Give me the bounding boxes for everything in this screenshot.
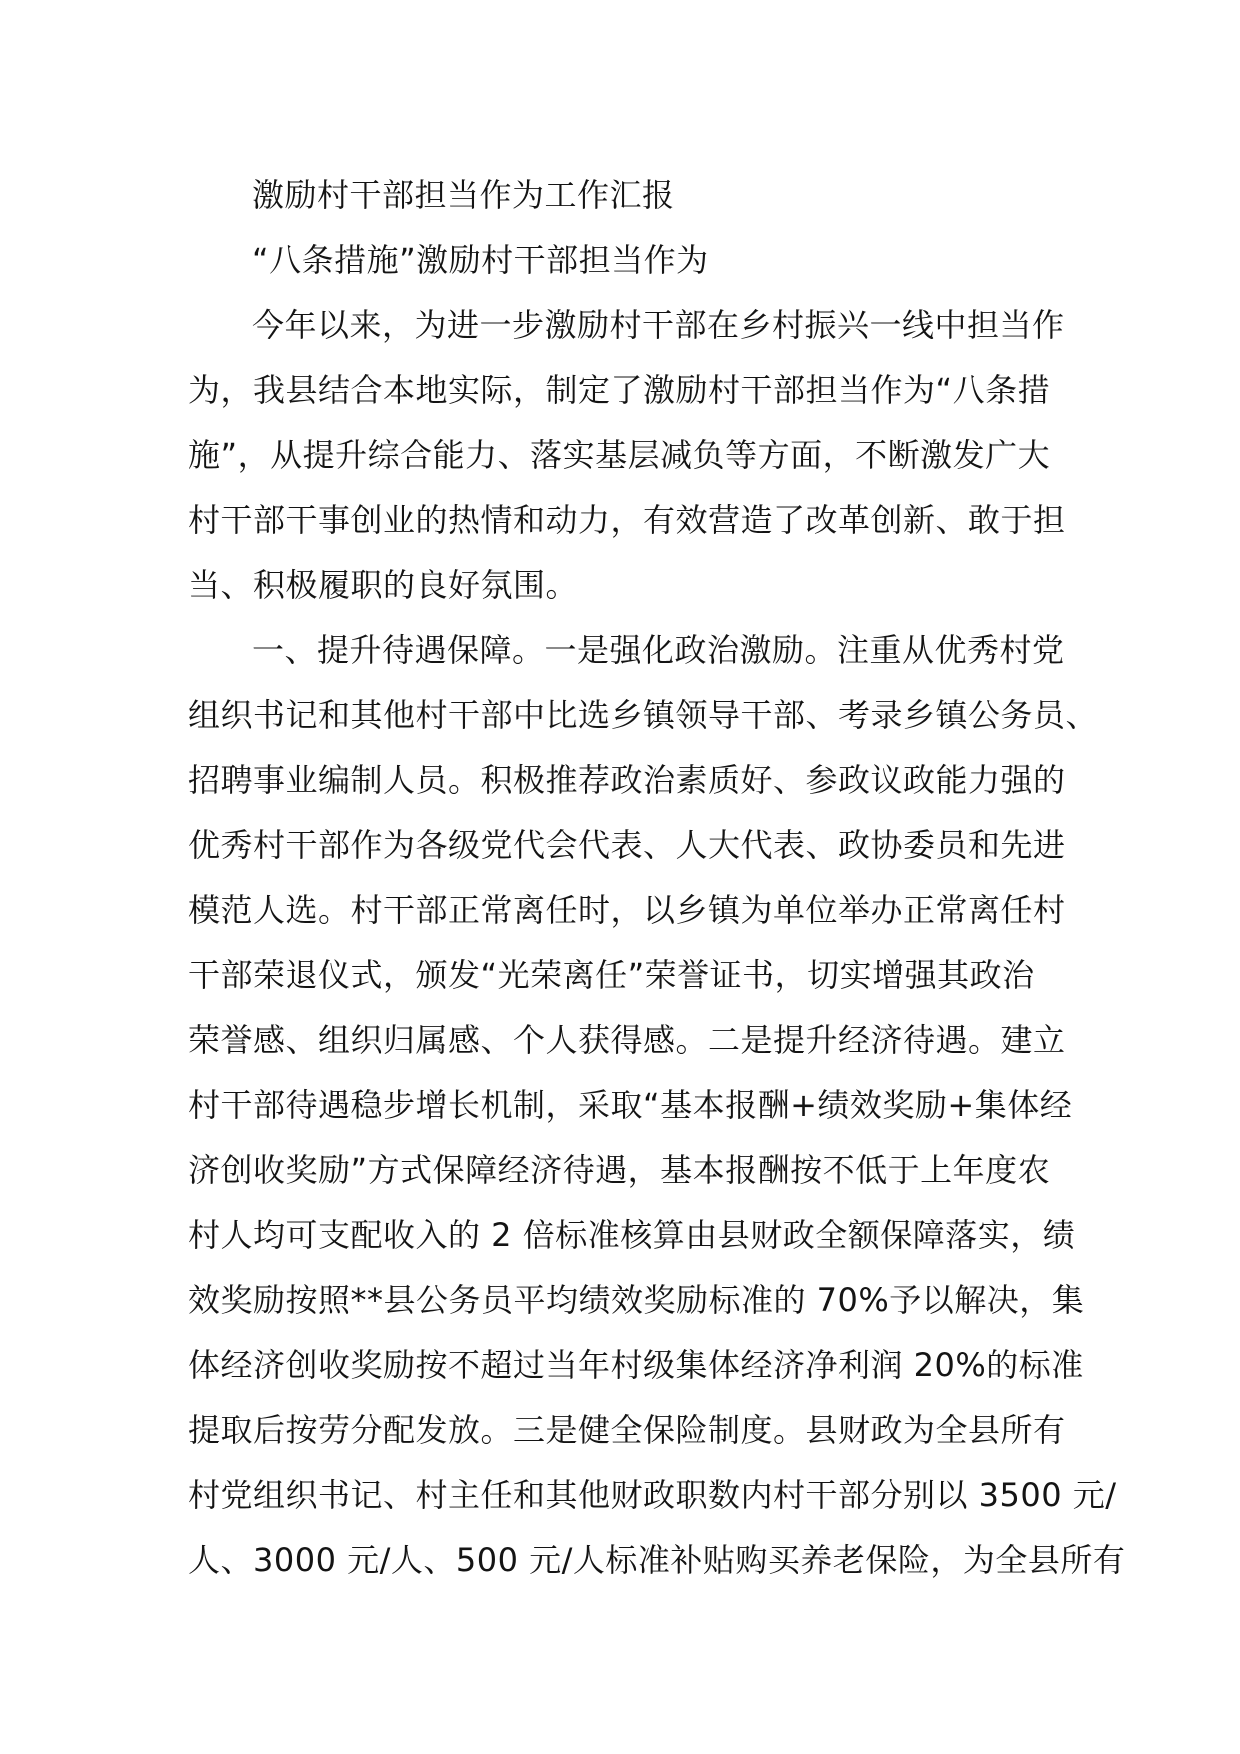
document-subtitle: “八条措施”激励村干部担当作为 — [252, 241, 709, 279]
document-body — [188, 163, 1126, 1593]
section1-line: 济创收奖励”方式保障经济待遇，基本报酬按不低于上年度农 — [188, 1151, 1051, 1189]
section1-line: 组织书记和其他村干部中比选乡镇领导干部、考录乡镇公务员、 — [188, 696, 1099, 734]
section1-line: 招聘事业编制人员。积极推荐政治素质好、参政议政能力强的 — [188, 761, 1066, 799]
section1-line: 体经济创收奖励按不超过当年村级集体经济净利润 20%的标准 — [188, 1346, 1084, 1384]
intro-line: 村干部干事创业的热情和动力，有效营造了改革创新、敢于担 — [188, 501, 1066, 539]
section1-line: 效奖励按照**县公务员平均绩效奖励标准的 70%予以解决，集 — [188, 1281, 1085, 1319]
intro-line: 今年以来，为进一步激励村干部在乡村振兴一线中担当作 — [252, 306, 1065, 344]
section1-line: 模范人选。村干部正常离任时，以乡镇为单位举办正常离任村 — [188, 891, 1066, 929]
section1-line: 提取后按劳分配发放。三是健全保险制度。县财政为全县所有 — [188, 1411, 1066, 1449]
document-title: 激励村干部担当作为工作汇报 — [252, 176, 675, 214]
intro-line: 为，我县结合本地实际，制定了激励村干部担当作为“八条措 — [188, 371, 1051, 409]
intro-line: 施”，从提升综合能力、落实基层减负等方面，不断激发广大 — [188, 436, 1051, 474]
section1-line: 荣誉感、组织归属感、个人获得感。二是提升经济待遇。建立 — [188, 1021, 1066, 1059]
section1-line: 优秀村干部作为各级党代会代表、人大代表、政协委员和先进 — [188, 826, 1066, 864]
section1-line: 干部荣退仪式，颁发“光荣离任”荣誉证书，切实增强其政治 — [188, 956, 1035, 994]
section1-line: 村人均可支配收入的 2 倍标准核算由县财政全额保障落实，绩 — [188, 1216, 1076, 1254]
section1-line: 村党组织书记、村主任和其他财政职数内村干部分别以 3500 元/ — [188, 1476, 1117, 1514]
section1-line: 一、提升待遇保障。一是强化政治激励。注重从优秀村党 — [252, 631, 1065, 669]
section1-line: 村干部待遇稳步增长机制，采取“基本报酬+绩效奖励+集体经 — [188, 1086, 1073, 1124]
intro-line: 当、积极履职的良好氛围。 — [188, 566, 579, 604]
section1-line: 人、3000 元/人、500 元/人标准补贴购买养老保险，为全县所有 — [188, 1541, 1126, 1579]
